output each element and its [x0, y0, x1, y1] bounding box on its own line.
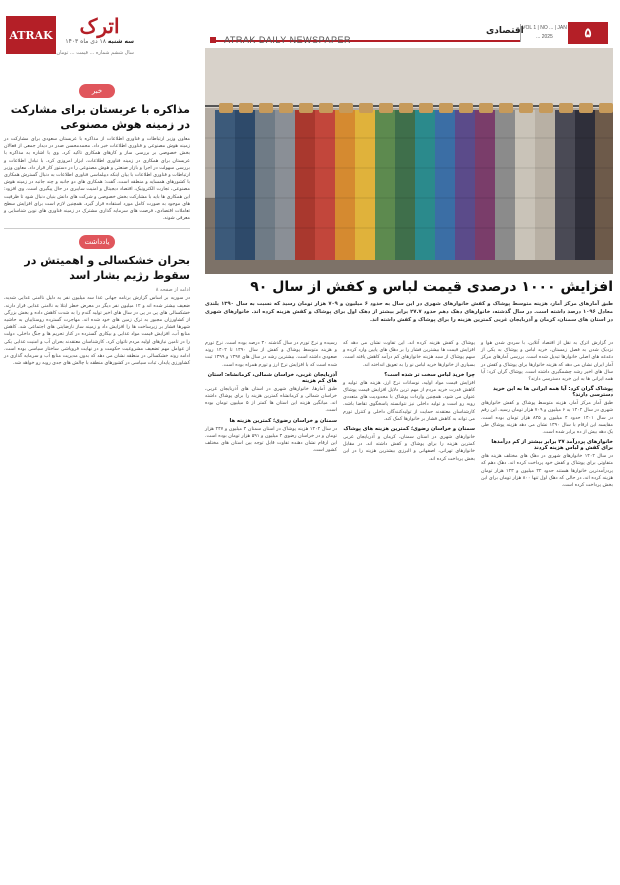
main-headline: افزایش ۱۰۰۰ درصدی قیمت لباس و کفش از سال ۹۰	[250, 279, 613, 295]
clothing-rack-illustration	[205, 48, 613, 274]
column-3-subhead-2: سمنان و خراسان رضوی؛ کمترین هزینه ها	[229, 417, 337, 424]
issue-date: ۱۸ دی ماه ۱۴۰۳	[65, 38, 106, 45]
column-2-subhead: چرا خرید لباس سخت تر شده است؟	[384, 371, 475, 378]
column-1-text: در گزارش اترک به نقل از اقتصاد آنلاین، با سردی شدن هوا و نزدیک شدن به فصل زمستان، خرید لباس و پوشاک به یکی از دغدغه های اصلی خانوارها تبدیل شده است. بررسی آمارهای مرکز آمار ایران نشان می دهد که هزینه خانوارها برای پوشاک و کفش در سال های اخیر رشد چشمگیری داشته است. پوشاک گران کرد: آیا همه ایرانی ها به این خرید دسترسی دارند؟	[480, 341, 613, 383]
logo-text: ATRAK	[9, 28, 53, 42]
article-column-3	[205, 340, 337, 877]
column-2-subhead-2: سمنان و خراسان رضوی؛ کمترین هزینه های پوشاک	[343, 426, 475, 433]
column-2-text: پوشاک و کفش هزینه کرده اند. این تفاوت نشان می دهد که افزایش قیمت ها بیشترین فشار را بر دهک های پایین وارد کرده و سهم پوشاک از سبد هزینه خانوارهای کم درآمد کاهش یافته است. بسیاری از خانوارها خرید لباس نو را به تعویق انداخته اند.	[343, 341, 475, 368]
issue-volume: VOL 1 | NO ... | JAN ... 2025	[520, 24, 568, 42]
column-1-text-3: در سال ۱۴۰۲ خانوارهای شهری در دهک های مختلف هزینه های متفاوتی برای پوشاک و کفش خود پرداخت کرده اند. دهک دهم که پردرآمدترین خانوارها هستند حدود ۲۲ میلیون و ۱۲۳ هزار تومان هزینه کرده اند، در حالی که دهک اول تنها ۸۰۰ هزار تومان برای این بخش پرداخت کرده است.	[481, 454, 613, 489]
article-column-1	[481, 340, 613, 877]
note-tag: یادداشت	[79, 235, 115, 249]
clothing-store-photo	[205, 48, 613, 274]
daily-name-strip	[210, 26, 524, 45]
main-lead: طبق آمارهای مرکز آمار، هزینه متوسط پوشاک و کفش خانوارهای شهری در این سال به حدود ۶ میلیون و ۷۰۹ هزار تومان رسید که نسبت به سال ۱۳۹۰ بلندی معادل ۱۰۹۶ درصد داشته است. در سال گذشته، خانوارهای دهک دهم حدود ۲۷.۷ برابر بیشتر از دهک اول برای پوشاک و کفش هزینه کرده اند. خانوارهای شهری در استان های سمنان، کرمان و آذربایجان غربی کمترین هزینه را برای پوشاک و کفش داشته اند.	[205, 301, 614, 323]
article-body-2: در سوریه بر اساس گزارش برنامه جهانی غذا سه میلیون نفر به دلیل ناامنی غذایی شدید، ضعیف بیشتر شده اند و ۱۲ میلیون نفر دیگر در معرض خطر ابتلا به ناامنی غذایی قرار دارند. خشکسالی های پی در پی در سال های اخیر تولید گندم را به شدت کاهش داده و بخش بزرگی از کشاورزان مجبور به ترک زمین های خود شده اند. مهاجرت گسترده روستاییان به حاشیه شهرها فشار بر زیرساخت ها را افزایش داد و زمینه ساز نارضایتی های اجتماعی شد. کاهش منابع آب، افزایش قیمت مواد غذایی و بیکاری گسترده در کنار تحریم ها و جنگ داخلی، دولت را در تامین نیازهای اولیه مردم ناتوان کرد. کارشناسان معتقدند بحران آب و امنیت غذایی یکی از عوامل مهم تضعیف مشروعیت حکومت و در نهایت فروپاشی ساختار سیاسی بوده است. ادامه روند خشکسالی در منطقه نشان می دهد که بدون مدیریت منابع آب و سرمایه گذاری در کشاورزی پایدار، ثبات سیاسی در کشورهای منطقه با چالش های جدی روبه رو خواهد شد.	[4, 296, 190, 367]
date-line	[8, 38, 134, 45]
news-tag: خبر	[79, 84, 115, 98]
column-2-text-3: خانوارهای شهری در استان سمنان، کرمان و آذربایجان غربی کمترین هزینه را برای پوشاک و کفش داشته اند. در مقابل خانوارهای تهرانی، اصفهانی و البرزی بیشترین هزینه را در این بخش پرداخت کرده اند.	[343, 435, 475, 462]
brand-name: اترک	[79, 14, 120, 38]
column-1-subhead-2: خانوارهای پردرآمد ۲۷ برابر بیشتر از کم درآمدها برای کفش و لباس هزینه کردند	[491, 439, 613, 452]
strip-marker	[210, 37, 216, 43]
main-article-columns	[205, 340, 613, 877]
article-body: معاون وزیر ارتباطات و فناوری اطلاعات از مذاکره با عربستان سعودی برای مشارکت در زمینه هوش مصنوعی و فناوری اطلاعات خبر داد. محمدمحسن صدر در دیدار جمعی از فعالان بخش خصوصی بر بررسی ساز و کارهای همکاری تاکید کرد. وی با اشاره به مذاکره با عربستان برای همکاری در زمینه فناوری اطلاعات، ابزار امروزی کرد. با تبادل اطلاعات و بررسی سهولت در اجرا و بازار صنعتی و هوش مصنوعی را در دستور کار قرار داد. معاون وزیر ارتباطات و فناوری اطلاعات با بیان اینکه دیپلماسی فناوری اطلاعات به دنبال گسترش همکاری با کشورهای همسایه و منطقه است، گفت: همکاری های دو جانبه و چند جانبه در زمینه هوش مصنوعی، تجارت الکترونیک، اقتصاد دیجیتال و امنیت سایبری در حال پیگیری است. وی افزود: این همکاری ها باید با مشارکت بخش خصوصی و شرکت های دانش بنیان دنبال شود تا ظرفیت های موجود به صورت کامل مورد استفاده قرار گیرد. همچنین لازم است برای افزایش سطح تعاملات اقتصادی، فرصت های سرمایه گذاری مشترک در زمینه فناوری های نوین شناسایی و معرفی شوند.	[4, 137, 190, 222]
weekday: سه شنبه	[107, 38, 134, 45]
issue-info: سال ششم شماره ... قیمت ... تومان	[56, 50, 134, 56]
masthead	[6, 4, 136, 74]
column-1-text-2: طبق آمار مرکز آمار، هزینه متوسط پوشاک و کفش خانوارهای شهری در سال ۱۴۰۲ به ۶ میلیون و ۷۰۹ هزار تومان رسید. این رقم در سال ۱۴۰۱ حدود ۴ میلیون و ۸۴۵ هزار تومان بوده است. مقایسه این ارقام با سال ۱۳۹۰ نشان می دهد هزینه پوشاک طی یک دهه بیش از ده برابر شده است.	[481, 401, 613, 436]
daily-name: ATRAK DAILY NEWSPAPER	[224, 35, 351, 45]
column-3-text: رسیده و نرخ تورم در سال گذشته ۳۰ درصد بوده است. نرخ تورم و هزینه متوسط پوشاک و کفش از سال ۱۳۹۰ تا ۱۴۰۲ روند صعودی داشته است. بیشترین رشد در سال های ۱۳۹۷ و ۱۳۹۹ ثبت شده است که با افزایش نرخ ارز و تورم همراه بوده است.	[205, 341, 337, 368]
page-number: ۵	[568, 22, 608, 44]
continued-note: ادامه از صفحه ۸	[155, 287, 190, 294]
article-headline-2: بحران خشکسالی و اهمیتش در سقوط رژیم بشار اسد	[24, 254, 190, 283]
column-3-subhead: آذربایجان غربی، خراسان شمالی، کرمانشاه: استان های کم هزینه	[207, 371, 337, 384]
article-headline: مذاکره با عربستان برای مشارکت در زمینه هوش مصنوعی	[10, 103, 190, 131]
column-divider	[4, 228, 190, 229]
column-1-subhead: پوشاک گران کرد: آیا همه ایرانی ها به این خرید دسترسی دارند؟	[492, 386, 613, 399]
left-column	[4, 82, 190, 881]
column-2-text-2: افزایش قیمت مواد اولیه، نوسانات نرخ ارز، هزینه های تولید و کاهش قدرت خرید مردم از مهم ترین دلایل افزایش قیمت پوشاک عنوان می شود. همچنین واردات پوشاک با محدودیت های متعددی روبه رو است و تولید داخلی نیز نتوانسته پاسخگوی تقاضا باشد. کارشناسان معتقدند حمایت از تولیدکنندگان داخلی و کنترل تورم می تواند به کاهش فشار بر خانوارها کمک کند.	[343, 380, 475, 422]
column-3-text-2: طبق آمارها، خانوارهای شهری در استان های آذربایجان غربی، خراسان شمالی و کرمانشاه کمترین هزینه را برای پوشاک داشته اند. میانگین هزینه این استان ها کمتر از ۵ میلیون تومان بوده است.	[205, 386, 337, 414]
column-3-text-3: در سال ۱۴۰۲ هزینه پوشاک در استان سمنان ۴ میلیون و ۲۴۷ هزار تومان و در خراسان رضوی ۴ میلیون و ۵۹۱ هزار تومان بوده است. این ارقام نشان دهنده تفاوت قابل توجه بین استان های مختلف کشور است.	[205, 426, 338, 454]
article-column-2	[343, 340, 475, 877]
section-title: اقتصادی	[486, 26, 524, 36]
newspaper-logo	[6, 16, 56, 54]
